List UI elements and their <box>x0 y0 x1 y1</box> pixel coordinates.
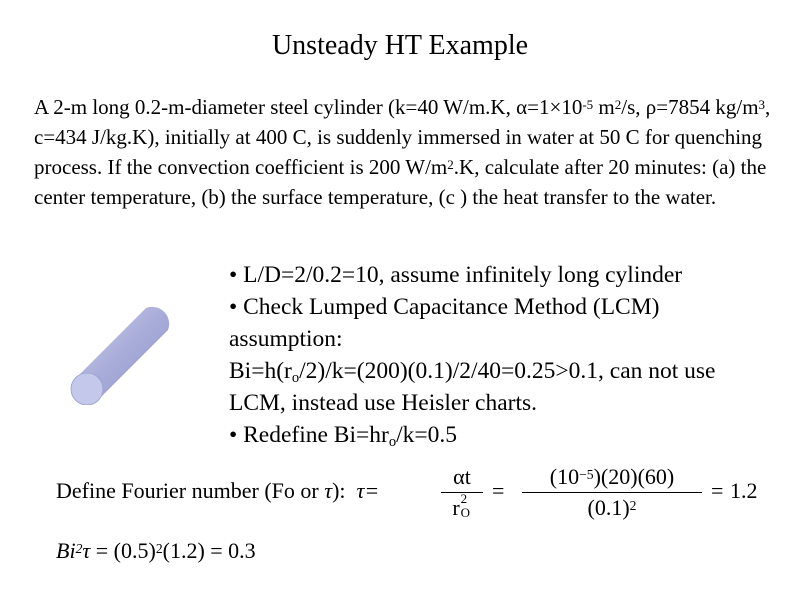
problem-text-7: , c=434 J/kg.K), initially at 400 C, is suddenly immersed in water at 50 C for quenching process. If the convection coefficient is 200 W/m <box>34 95 771 179</box>
fourier-result: 1.2 <box>730 478 758 503</box>
problem-text-4: m <box>593 95 615 119</box>
bullet-ld-ratio: • L/D=2/0.2=10, assume infinitely long cylinder <box>229 262 683 288</box>
fourier-equation <box>56 460 756 532</box>
fourier-label: Define Fourier number (Fo or τ): τ= <box>56 478 380 503</box>
exponent-2: 2 <box>614 97 622 113</box>
times-symbol: × <box>549 95 562 119</box>
bullet-bi-calc: $Bi=h(r_o/2)/k=(200)(0.1)/2/40=0.25>0.1$, can not use LCM, instead use Heisler charts. <box>229 358 716 416</box>
exponent-2b: 2 <box>447 157 454 173</box>
bullet-redefine-bi: • Redefine $Bi=hr_o/k=0.5$ <box>229 422 458 451</box>
problem-text-3: 10 <box>561 95 583 119</box>
problem-text-8: .K, calculate after 20 minutes: (a) the center temperature, (b) the surface temperature, (c ) the heat transfer to the water. <box>34 155 767 209</box>
problem-text-1: A 2-m long 0.2-m-diameter steel cylinder (k=40 W/m.K, <box>34 95 517 119</box>
fraction-numeric: $(10^{-5})(20)(60)$ $(0.1)^2$ <box>522 464 702 521</box>
bullet-lcm-check: • Check Lumped Capacitance Method (LCM) assumption: <box>229 294 660 352</box>
alpha-symbol: α <box>516 95 528 119</box>
exponent-3: 3 <box>758 97 766 113</box>
problem-text-2: =1 <box>527 95 550 119</box>
problem-statement <box>34 92 774 212</box>
problem-text-5: /s, <box>621 95 641 119</box>
bullet-list <box>229 259 769 451</box>
tau-equals: τ= <box>356 478 380 503</box>
equals-2: = <box>711 478 724 503</box>
slide-title: Unsteady HT Example <box>271 30 529 61</box>
fraction-alpha-t-over-r2: αt r 2 O <box>441 464 483 521</box>
equals-1: = <box>492 478 505 503</box>
rho-symbol: ρ <box>645 95 657 119</box>
cylinder-icon <box>68 300 178 405</box>
bi-squared-tau-equation: $Bi^2\tau = (0.5)^2(1.2) = 0.3$ <box>56 538 256 563</box>
exponent-neg5: -5 <box>582 97 594 113</box>
problem-text-6: =7854 kg/m <box>656 95 759 119</box>
